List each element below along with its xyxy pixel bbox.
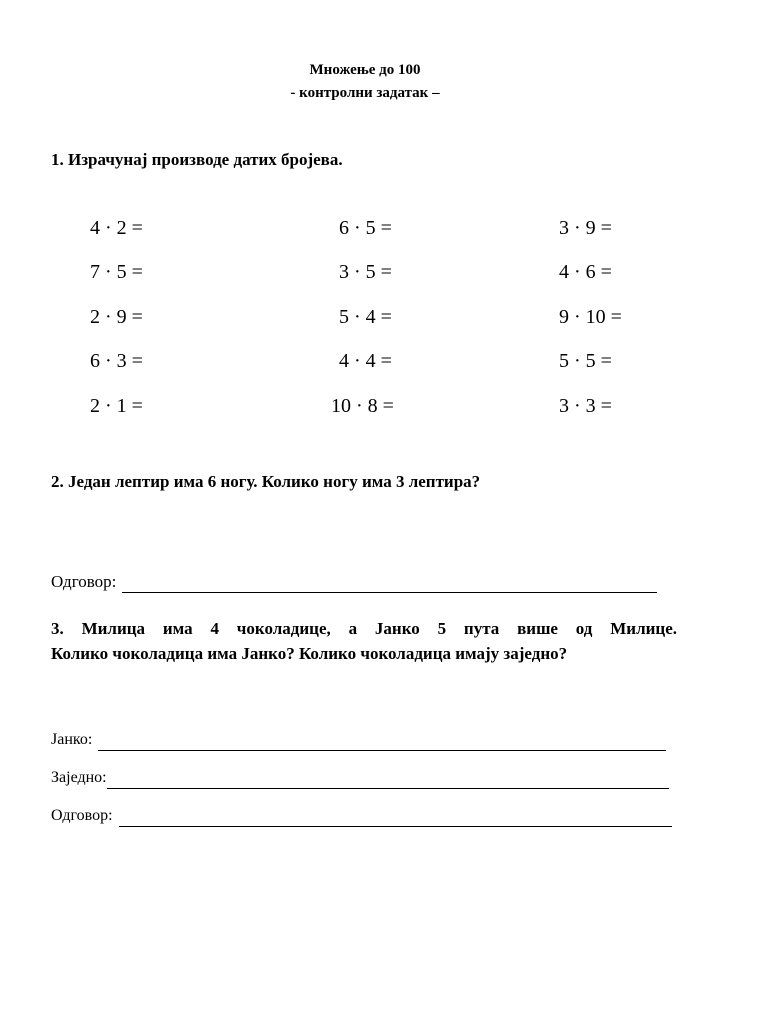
worksheet-title: Множење до 100: [309, 62, 421, 78]
task-3-line-2: Колико чоколадица има Јанко? Колико чоколадица имају заједно?: [51, 644, 568, 663]
multiplication-grid: [0, 215, 768, 425]
task-2-heading: 2. Један лептир има 6 ногу. Колико ногу има 3 лептира?: [51, 472, 481, 491]
equation: 2 · 1 =: [90, 395, 143, 417]
task-1-heading: 1. Израчунај производе датих бројева.: [51, 150, 343, 169]
answer-blank[interactable]: [122, 576, 657, 593]
equation: 4 · 2 =: [90, 217, 143, 239]
equation: 3 · 5 =: [339, 261, 392, 283]
task-3-line-1: 3. Милица има 4 чоколадице, а Јанко 5 пута више од Милице.: [51, 619, 677, 638]
equation: 5 · 5 =: [559, 350, 612, 372]
equation: 10 · 8 =: [331, 395, 394, 417]
equation: 3 · 3 =: [559, 395, 612, 417]
together-label: Заједно:: [51, 769, 107, 786]
equation: 6 · 3 =: [90, 350, 143, 372]
janko-answer-row: [51, 729, 666, 751]
task-2-answer-row: [51, 571, 657, 593]
equation: 3 · 9 =: [559, 217, 612, 239]
answer-blank[interactable]: [119, 810, 672, 827]
together-blank[interactable]: [107, 772, 669, 789]
answer-label: Одговор:: [51, 572, 117, 591]
equation: 9 · 10 =: [559, 306, 622, 328]
janko-label: Јанко:: [51, 731, 93, 748]
equation: 7 · 5 =: [90, 261, 143, 283]
equation: 2 · 9 =: [90, 306, 143, 328]
janko-blank[interactable]: [98, 734, 666, 751]
equation: 4 · 4 =: [339, 350, 392, 372]
equation: 5 · 4 =: [339, 306, 392, 328]
equation: 4 · 6 =: [559, 261, 612, 283]
equation: 6 · 5 =: [339, 217, 392, 239]
answer-label: Одговор:: [51, 807, 113, 824]
worksheet-subtitle: - контролни задатак –: [290, 85, 440, 101]
task-3-answer-row: [51, 805, 672, 827]
task-3-text: [51, 616, 677, 666]
together-answer-row: [51, 767, 669, 789]
